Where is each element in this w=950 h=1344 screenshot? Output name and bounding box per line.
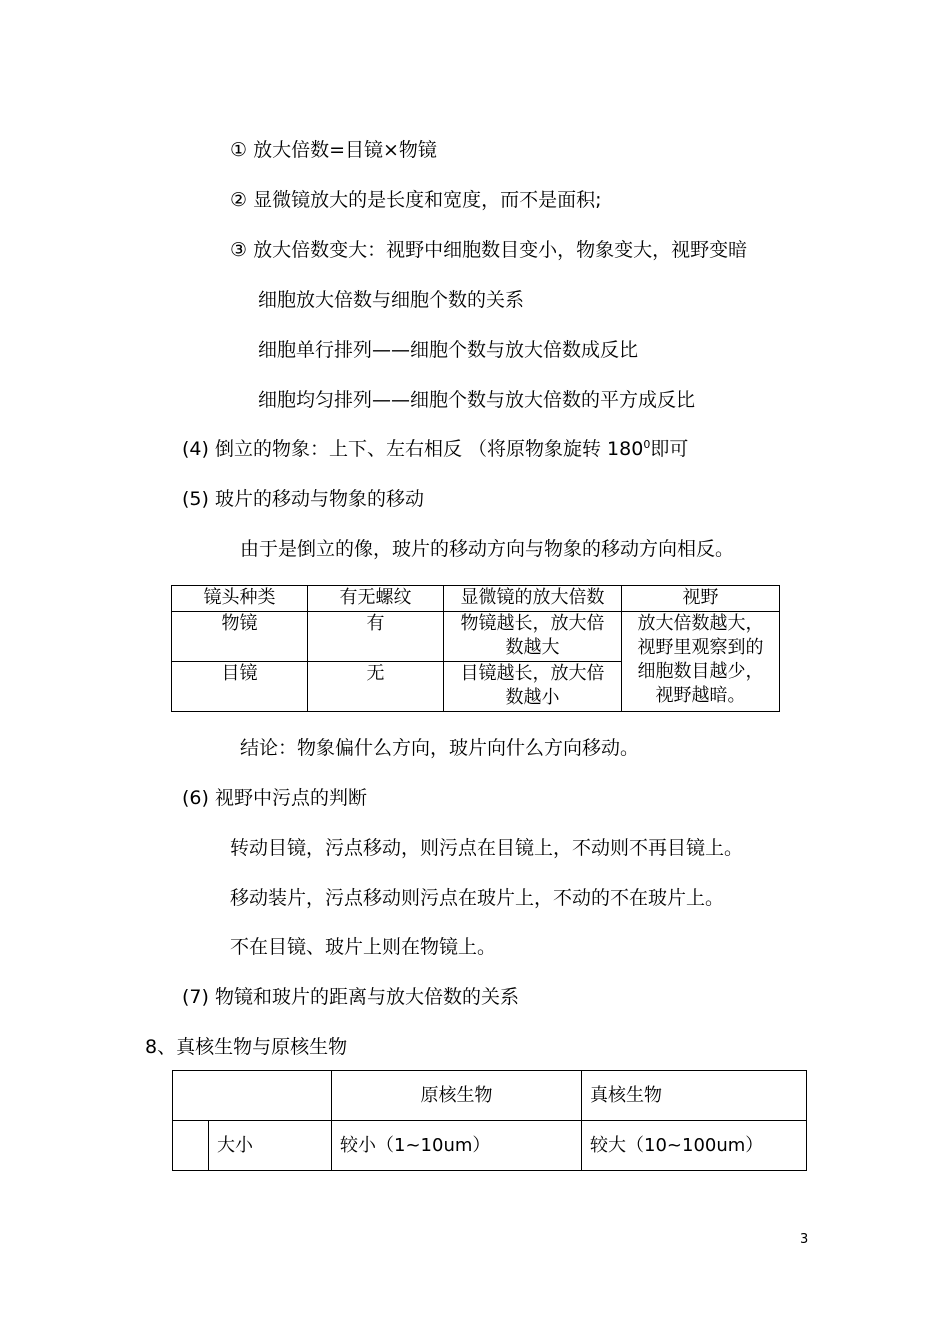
item-4-inverted-image: (4) 倒立的物象：上下、左右相反 （将原物象旋转 $180^0$即可 (182, 438, 689, 460)
degree-superscript: 0 (643, 438, 651, 451)
table-header: 原核生物 (332, 1071, 582, 1121)
table-cell (173, 1121, 209, 1171)
magnification-note: ② 显微镜放大的是长度和宽度，而不是面积; (230, 189, 602, 211)
table-header (173, 1071, 332, 1121)
organism-comparison-table (172, 1070, 807, 1171)
table-cell: 物镜 (172, 612, 308, 662)
table-header: 显微镜的放大倍数 (444, 586, 622, 612)
item-6-heading: (6) 视野中污点的判断 (182, 787, 367, 809)
section-8-heading: 8、真核生物与原核生物 (145, 1036, 348, 1058)
table-cell: 无 (308, 662, 444, 712)
table-cell: 较小（1~10um） (332, 1121, 582, 1171)
table-header: 视野 (622, 586, 780, 612)
single-row-arrangement: 细胞单行排列——细胞个数与放大倍数成反比 (258, 339, 639, 361)
item-5-description: 由于是倒立的像，玻片的移动方向与物象的移动方向相反。 (240, 538, 735, 560)
table-cell: 大小 (209, 1121, 332, 1171)
field-of-view-cell: 放大倍数越大，视野里观察到的细胞数目越少，视野越暗。 (622, 612, 780, 712)
table-header: 镜头种类 (172, 586, 308, 612)
table-header: 有无螺纹 (308, 586, 444, 612)
item-6-line: 移动装片，污点移动则污点在玻片上，不动的不在玻片上。 (230, 887, 725, 909)
item-6-line: 转动目镜，污点移动，则污点在目镜上，不动则不再目镜上。 (230, 837, 744, 859)
magnification-effect: ③ 放大倍数变大：视野中细胞数目变小，物象变大，视野变暗 (230, 239, 748, 261)
item-5-heading: (5) 玻片的移动与物象的移动 (182, 488, 424, 510)
cell-count-relation: 细胞放大倍数与细胞个数的关系 (258, 289, 525, 311)
table-cell: 目镜越长，放大倍数越小 (444, 662, 622, 712)
lens-comparison-table (171, 585, 780, 712)
item-7-heading: (7) 物镜和玻片的距离与放大倍数的关系 (182, 986, 519, 1008)
table-cell: 较大（10~100um） (582, 1121, 807, 1171)
table-cell: 物镜越长，放大倍数越大 (444, 612, 622, 662)
item-6-line: 不在目镜、玻片上则在物镜上。 (230, 936, 497, 958)
table-header: 真核生物 (582, 1071, 807, 1121)
conclusion: 结论：物象偏什么方向，玻片向什么方向移动。 (240, 737, 640, 759)
even-arrangement: 细胞均匀排列——细胞个数与放大倍数的平方成反比 (258, 389, 696, 411)
table-cell: 目镜 (172, 662, 308, 712)
table-cell: 有 (308, 612, 444, 662)
page-number: 3 (800, 1232, 809, 1247)
magnification-formula: ① 放大倍数=目镜×物镜 (230, 139, 437, 161)
